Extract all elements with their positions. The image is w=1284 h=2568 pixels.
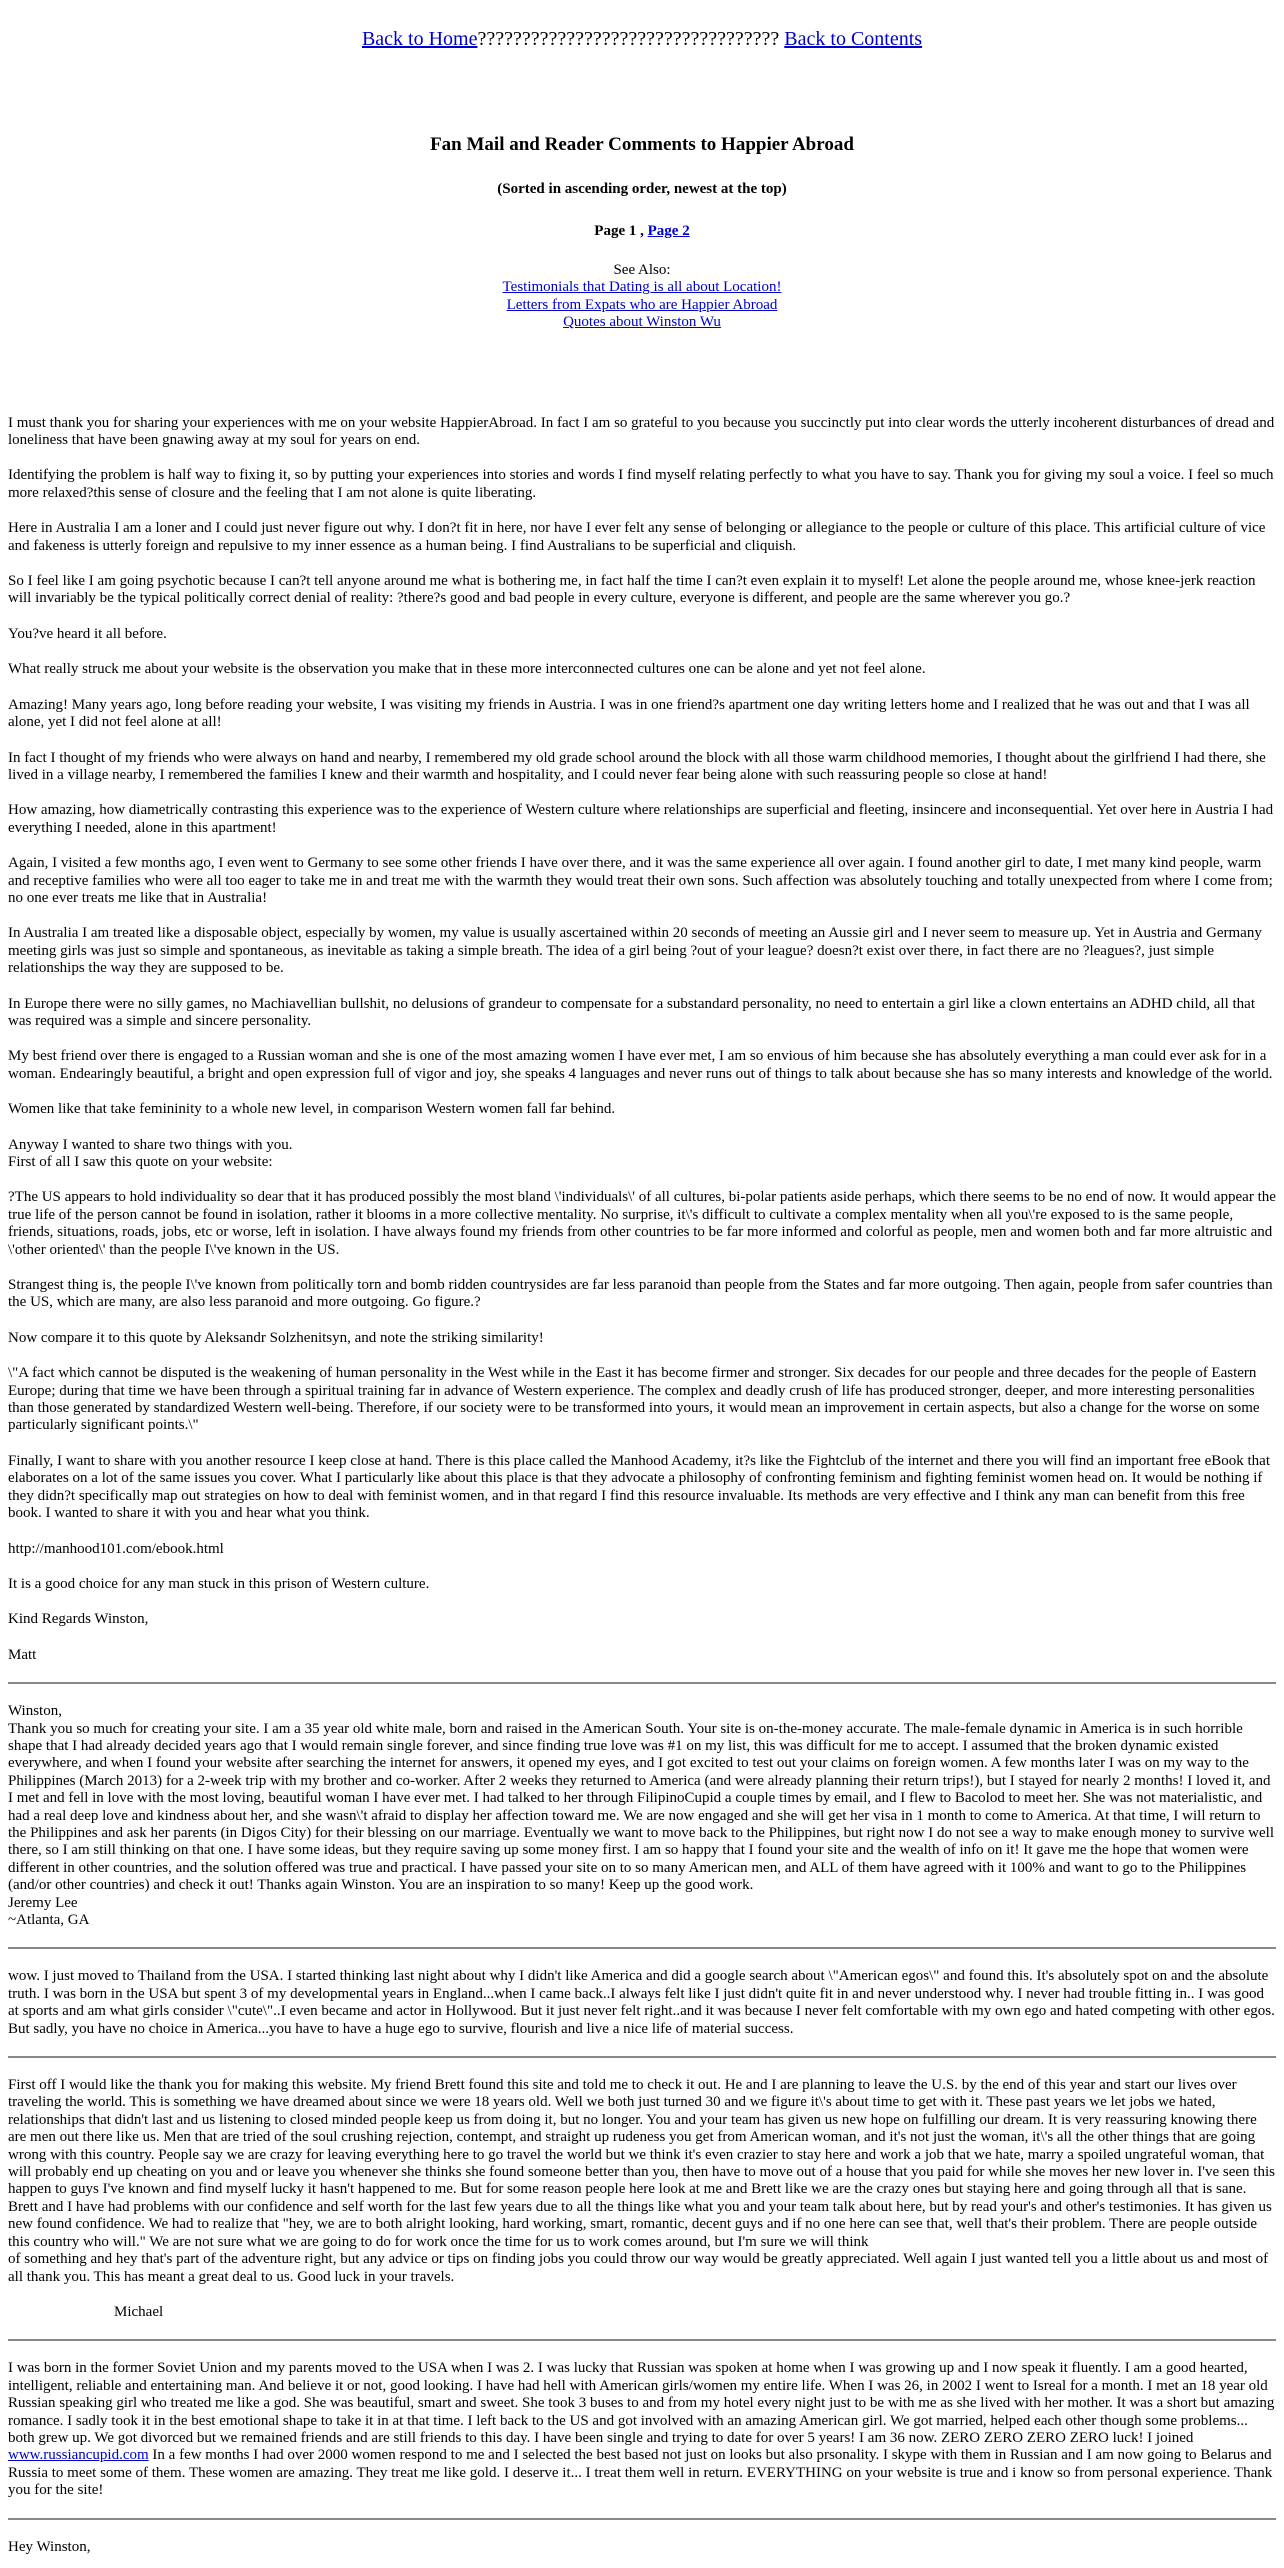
letter-paragraph: of something and hey that's part of the adventure right, but any advice or tips on finding jobs you could throw our way would be greatly appreciated. Well again I just wanted tell you a little about us and most of all thank you. This has meant a great deal to us. Good luck in your travels. [8,2251,1269,2285]
letter-paragraph: Here in Australia I am a loner and I could just never figure out why. I don?t fit in here, nor have I ever felt any sense of belonging or allegiance to the people or culture of this place. This artificial culture of vice and fakeness is utterly foreign and repulsive to my inner essence as a human being. I find Australians to be superficial and cliquish. [8,520,1266,554]
quoted-passage: ?The US appears to hold individuality so dear that it has produced possibly the most bland \'individuals\' of all cultures, bi-polar patients aside perhaps, which there seems to be no end of now. It would appear the true life of the person cannot be found in isolation, rather it blooms in a more collective mentality. No surprise, it\'s difficult to cultivate a complex mentality when all you\'re exposed to is the same people, friends, situations, roads, jobs, etc or worse, left in isolation. I have always found my friends from other countries to be far more informed and colorful as people, men and women both and far more altruistic and \'other oriented\' than the people I\'ve known in the US. [8,1189,1276,1258]
see-also-section [8,262,1276,332]
page-subtitle: (Sorted in ascending order, newest at the top) [497,181,787,197]
letter-paragraph: Women like that take femininity to a whole new level, in comparison Western women fall far behind. [8,1101,616,1118]
letter-jeremy [8,1703,1276,1929]
pagination [8,223,1276,240]
current-page-label: Page 1 , [594,223,648,239]
letter-michael [8,2077,1276,2321]
letter-paragraph: In fact I thought of my friends who were always on hand and nearby, I remembered my old grade school around the block with all those warm childhood memories, I thought about the girlfriend I had there, she lived in a village nearby, I remembered the families I knew and their warmth and hospitality, and I could never fear being alone with such reassuring people so close at hand! [8,749,1266,783]
letter-paragraph: Again, I visited a few months ago, I even went to Germany to see some other friends I have over there, and it was the same experience all over again. I found another girl to date, I met many kind people, warm and receptive families who were all too eager to take me in and treat me with the warmth they would treat their own sons. Such affection was absolutely touching and totally unexpected from where I come from; no one ever treats me like that in Australia! [8,855,1273,906]
ebook-url: http://manhood101.com/ebook.html [8,1540,224,1557]
letters-container [8,415,1276,2556]
letter-paragraph: First off I would like the thank you for making this website. My friend Brett found this site and told me to check it out. He and I are planning to leave the U.S. by the end of this year and start our lives over traveling the world. This is something we have dreamed about since we were 18 years old. Well we both just turned 30 and we figure it\'s about time to get with it. These past years we let jobs we hated, relationships that didn't last and us listening to closed minded people keep us from doing it, but no longer. You and your team has given us new hope on fulfilling our dream. It is very reassuring knowing there are men out there like us. Men that are tried of the soul crushing rejection, contempt, and straight up rudeness you get from American woman, and it's not just the woman, it\'s all the other things that are going wrong with this country. People say we are crazy for leaving everything here to go travel the world but we think it's even crazier to stay here and work a job that we hate, marry a spoiled ungrateful woman, that will probably end up cheating on you and or leave you whenever she thinks she found someone better than you, then have to move out of a house that you paid for while she moves her new lover in. I've seen this happen to guys I've known and find myself lucky it hasn't happened to me. But for some reason people here look at me and Brett like we are the crazy ones but staying here and going through all that is sane. Brett and I have had problems with our confidence and self worth for the last few years due to all the things like what you and your team talk about here, but by read your's and other's testimonies. It has given us new found confidence. We had to realize that "hey, we are to both alright looking, hard working, smart, romantic, decent guys and if no one here can see that, well that's their problem. There are people outside this country who will." We are not sure what we are going to do for work once the time for us to work comes around, but I'm sure we will think [8,2077,1275,2250]
letter-line: First of all I saw this quote on your website: [8,1154,273,1170]
see-also-label: See Also: [613,262,671,278]
back-to-home-link[interactable]: Back to Home [361,28,478,50]
letter-paragraph: How amazing, how diametrically contrasting this experience was to the experience of Western culture where relationships are superficial and fleeting, insincere and inconsequential. Yet over here in Austria I had everything I needed, alone in this apartment! [8,802,1274,836]
letter-paragraph: In Australia I am treated like a disposable object, especially by women, my value is usually ascertained within 20 seconds of meeting an Aussie girl and I never seem to measure up. Yet in Austria and Germany meeting girls was just so simple and spontaneous, as inevitable as taking a simple breath. The idea of a girl being ?out of your league? doesn?t exist over there, in fact there are no ?leagues?, just simple relationships the way they are supposed to be. [8,925,1262,977]
page-title: Fan Mail and Reader Comments to Happier Abroad [430,134,854,155]
back-to-contents-link[interactable]: Back to Contents [784,28,923,50]
top-navigation [8,0,1276,58]
see-also-link-quotes[interactable]: Quotes about Winston Wu [563,314,721,331]
letter-signature: Matt [8,1646,37,1663]
nav-separator: ?????????????????????????????????? [477,28,780,50]
letter-paragraph: Identifying the problem is half way to fixing it, so by putting your experiences into stories and words I find myself relating perfectly to what you have to say. Thank you for giving my soul a voice. I feel so much more relaxed?this sense of closure and the feeling that I am not alone is quite liberating. [8,467,1274,501]
letter-signature: Michael [114,2303,164,2320]
letter-paragraph: Amazing! Many years ago, long before reading your website, I was visiting my friends in Austria. I was in one friend?s apartment one day writing letters home and I realized that he was out and that I was all alone, yet I did not feel alone at all! [8,696,1250,731]
letter-closing: Kind Regards Winston, [8,1611,149,1628]
letter-line: Anyway I wanted to share two things with you. [8,1136,293,1153]
letter-text: I was born in the former Soviet Union and my parents moved to the USA when I was 2. I was lucky that Russian was spoken at home when I was growing up and I now speak it fluently. I am a good hearted, intelligent, reliable and entertaining man. And believe it or not, good looking. I have had hell with American girls/women my entire life. When I was 26, in 2002 I went to Isreal for a month. I met an 18 year old Russian speaking girl who treated me like a god. She was beautiful, smart and sweet. She took 3 buses to and from my hotel every night just to be with me as she lived with her mother. It was a short but amazing romance. I sadly took it in the best emotional shape to take it in at that time. I left back to the US and got involved with an amazing American girl. We got married, helped each other though some problems... both grew up. We got divorced but we remained friends and are still friends to this day. I have been single and trying to date for over 5 years! I am 36 now. ZERO ZERO ZERO ZERO luck! I joined [8,2360,1275,2446]
letter-divider [8,1947,1276,1949]
letter-paragraph: I must thank you for sharing your experiences with me on your website HappierAbroad. In fact I am so grateful to you because you succinctly put into clear words the utterly incoherent disturbances of dread and loneliness that have been gnawing away at my soul for years on end. [8,414,1275,449]
letter-divider [8,2339,1276,2341]
russiancupid-link[interactable]: www.russiancupid.com [8,2447,149,2464]
letter-location: ~Atlanta, GA [8,1912,90,1928]
letter-signature: Jeremy Lee [8,1894,78,1911]
letter-divider [8,1682,1276,1684]
see-also-link-letters[interactable]: Letters from Expats who are Happier Abroad [506,296,778,313]
see-also-link-testimonials[interactable]: Testimonials that Dating is all about Location! [502,279,782,296]
letter-divider [8,2056,1276,2058]
letter-russian [8,2360,1276,2499]
letter-greeting: Hey Winston, [8,2538,91,2555]
quoted-passage: Strangest thing is, the people I\'ve known from politically torn and bomb ridden countrysides are far less paranoid than people from the States and far more outgoing. Then again, people from safer countries than the US, which are many, are also less paranoid and more outgoing. Go figure.? [8,1277,1273,1311]
letter-paragraph: It is a good choice for any man stuck in this prison of Western culture. [8,1575,430,1592]
letter-paragraph [8,1137,1276,1172]
letter-paragraph: What really struck me about your website is the observation you make that in these more interconnected cultures one can be alone and yet not feel alone. [8,661,926,678]
letter-greeting: Winston, [8,1703,62,1720]
letter-paragraph: My best friend over there is engaged to a Russian woman and she is one of the most amazing women I have ever met, I am so envious of him because she has absolutely everything a man could ever ask for in a woman. Endearingly beautiful, a bright and open expression full of vigor and joy, she speaks 4 languages and never runs out of things to talk about because she has so many interests and knowledge of the world. [8,1048,1273,1082]
letter-matt [8,415,1276,1665]
quoted-passage: \"A fact which cannot be disputed is the weakening of human personality in the West while in the East it has become firmer and stronger. Six decades for our people and three decades for the people of Eastern Europe; during that time we have been through a spiritual training far in advance of Western experience. The complex and deadly crush of life has produced stronger, deeper, and more interesting personalities than those generated by standardized Western well-being. Therefore, if our society were to be transformed into yours, it would mean an improvement in certain aspects, but also a change for the worse on some particularly significant points.\" [8,1365,1260,1434]
letter-paragraph: You?ve heard it all before. [8,625,167,642]
page-2-link[interactable]: Page 2 [647,223,690,239]
letter-paragraph: Finally, I want to share with you another resource I keep close at hand. There is this place called the Manhood Academy, it?s like the Fightclub of the internet and there you will find an important free eBook that elaborates on a lot of the same issues you cover. What I particularly like about this place is that they advocate a philosophy of confronting feminism and fighting feminist women head on. It would be nothing if they didn?t specifically map out strategies on how to deal with feminist women, and in that regard I find this resource invaluable. Its methods are very effective and I think any man can benefit from this free book. I wanted to share it with you and hear what you think. [8,1452,1270,1522]
letter-paragraph: In Europe there were no silly games, no Machiavellian bullshit, no delusions of grandeur to compensate for a substandard personality, no need to entertain a girl like a clown entertains an ADHD child, all that was required was a simple and sincere personality. [8,995,1256,1029]
letter-thailand: wow. I just moved to Thailand from the USA. I started thinking last night about why I didn't like America and did a google search about \"American egos\" and found this. It's absolutely spot on and the absolute truth. I was born in the USA but spent 3 of my developmental years in England...when I came back..I always felt like I just didn't quite fit in and never understood why. I never had trouble fitting in.. I was good at sports and am what girls consider \"cute\"..I even became and actor in Hollywood. But it just never felt right..and it was because I never felt comfortable with my own ego and hated competing with other egos. But sadly, you have no choice in America...you have to have a huge ego to survive, flourish and live a nice life of material success. [8,1968,1275,2037]
letter-divider [8,2518,1276,2520]
letter-paragraph: Thank you so much for creating your site. I am a 35 year old white male, born and raised in the American South. Your site is on-the-money accurate. The male-female dynamic in America is in such horrible shape that I had already decided years ago that I would remain single forever, and since finding true love was #1 on my list, this was difficult for me to accept. I assumed that the broken dynamic existed everywhere, and when I found your website after searching the internet for answers, it opened my eyes, and I got excited to test out your claims on foreign women. A few months later I was on my way to the Philippines (March 2013) for a 2-week trip with my brother and co-worker. After 2 weeks they returned to America (and were already planning their return trips!), but I stayed for nearly 2 months! I loved it, and I met and fell in love with the most loving, beautiful woman I have ever met. I had talked to her through FilipinoCupid a couple times by email, and I flew to Bacolod to meet her. She was not materialistic, and had a real deep love and kindness about her, and she wasn\'t afraid to display her affection toward me. We are now engaged and she will get her visa in 1 month to come to America. At that time, I will return to the Philippines and ask her parents (in Digos City) for their blessing on our marriage. Eventually we want to move back to the Philippines, but right now I do not see a way to make enough money to survive well there, so I am still thinking on that one. I have some ideas, but they require saving up some money first. I am so happy that I found your site and the wealth of info on it! It gave me the hope that women were different in other countries, and the solution offered was true and practical. I have passed your site on to so many American men, and ALL of them have agreed with it 100% and want to go to the Philippines (and/or other countries) and check it out! Thanks again Winston. You are an inspiration to so many! Keep up the good work. [8,1720,1274,1894]
letter-paragraph: Now compare it to this quote by Aleksandr Solzhenitsyn, and note the striking similarity! [8,1329,544,1346]
letter-text: In a few months I had over 2000 women respond to me and I selected the best based not just on looks but also prsonality. I skype with them in Russian and I am now going to Belarus and Russia to meet some of them. These women are amazing. They treat me like gold. I deserve it... I treat them well in return. EVERYTHING on your website is true and i know so from personal experience. Thank you for the site! [8,2447,1273,2499]
letter-paragraph: So I feel like I am going psychotic because I can?t tell anyone around me what is bothering me, in fact half the time I can?t even explain it to myself! Let alone the people around me, whose knee-jerk reaction will invariably be the typical politically correct denial of reality: ?there?s good and bad people in every culture, everyone is different, and people are the same wherever you go.? [8,573,1256,607]
